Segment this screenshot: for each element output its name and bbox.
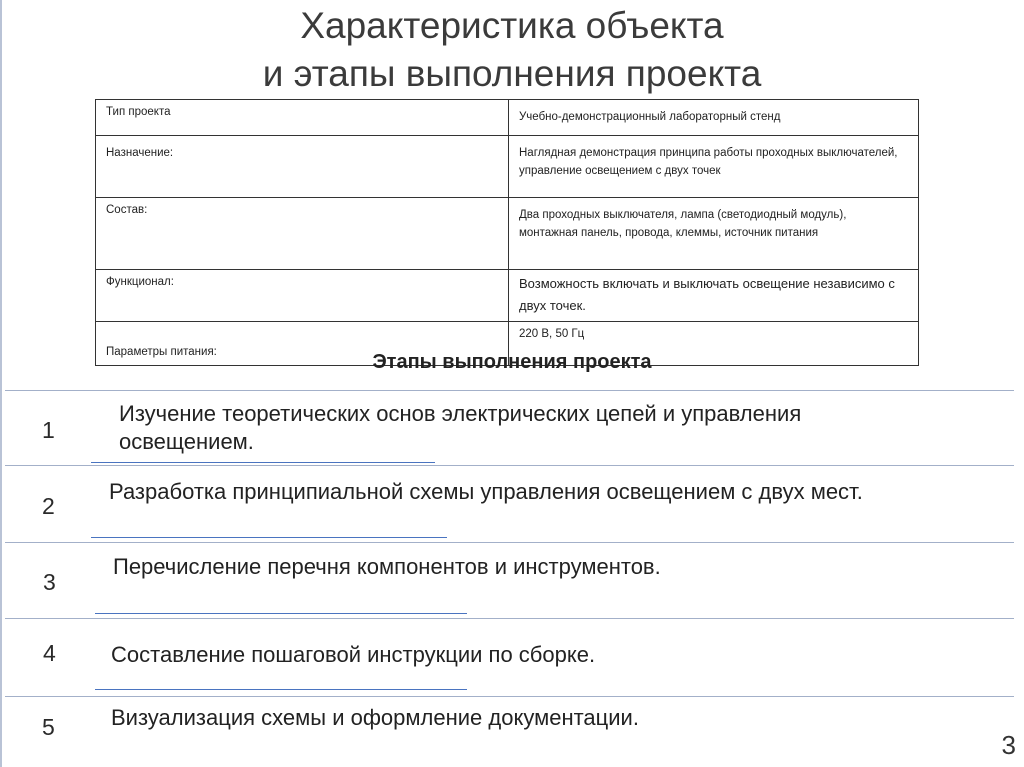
stage-underline [95,613,467,614]
slide-title [0,2,1024,98]
table-row [96,198,919,270]
stage-underline [95,689,467,690]
table-row [96,270,919,322]
slide-title-line-2: и этапы выполнения проекта [262,53,762,94]
project-characteristics-table [95,99,919,366]
stage-item [5,696,1014,767]
table-cell-key: Тип проекта [96,100,509,136]
stage-number: 5 [42,714,55,740]
stage-text: Изучение теоретических основ электрических цепей и управления освещением. [119,401,802,454]
slide-left-border [0,0,2,767]
stage-text: Составление пошаговой инструкции по сборке. [111,642,596,667]
table-cell-key: Назначение: [96,136,509,198]
table-cell-value: 220 В, 50 Гц [509,322,919,366]
stage-number: 3 [43,569,56,595]
stage-item [5,465,1014,543]
table-row [96,136,919,198]
slide-title-line-1: Характеристика объекта [300,5,724,46]
table-cell-key: Состав: [96,198,509,270]
stage-text: Перечисление перечня компонентов и инструментов. [113,554,661,579]
stage-number: 2 [42,493,55,519]
stage-item [5,542,1014,619]
stages-heading: Этапы выполнения проекта [372,351,652,373]
stage-number: 1 [42,417,55,443]
page-number: 3 [1001,730,1016,760]
table-row [96,100,919,136]
stage-text: Визуализация схемы и оформление документации. [111,705,639,730]
table-cell-value: Возможность включать и выключать освещение независимо с двух точек. [509,270,919,322]
stage-underline [91,462,435,463]
table-cell-value: Два проходных выключателя, лампа (светодиодный модуль), монтажная панель, провода, клеммы, источник питания [509,198,919,270]
stage-number: 4 [43,640,56,666]
table-cell-key: Параметры питания: [96,322,509,366]
table-cell-value: Учебно-демонстрационный лабораторный стенд [509,100,919,136]
stage-underline [91,537,447,538]
stage-item [5,618,1014,697]
stage-text: Разработка принципиальной схемы управления освещением с двух мест. [109,479,863,504]
stage-item [5,390,1014,466]
table-cell-value: Наглядная демонстрация принципа работы проходных выключателей, управление освещением с двух точек [509,136,919,198]
table-cell-key: Функционал: [96,270,509,322]
